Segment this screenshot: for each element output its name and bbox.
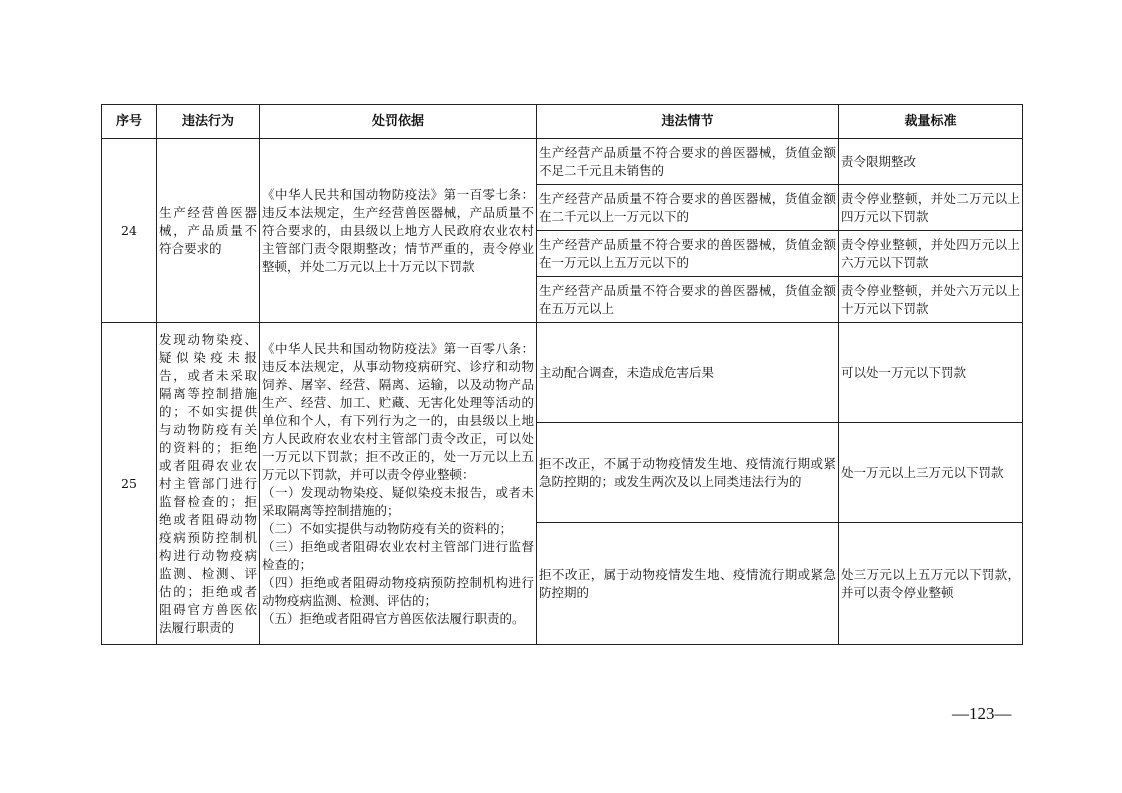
header-basis: 处罚依据 — [260, 105, 537, 139]
standard-cell: 可以处一万元以下罚款 — [839, 323, 1023, 423]
penalty-basis: 《中华人民共和国动物防疫法》第一百零八条：违反本法规定，从事动物疫病研究、诊疗和动物饲养、屠宰、经营、隔离、运输，以及动物产品生产、经营、加工、贮藏、无害化处理等活动的单位和个人，有下列行为之一的，由县级以上地方人民政府农业农村主管部门责令改正，可以处一万元以下罚款；拒不改正的，处一万元以上五万元以下罚款，并可以责令停业整顿： （一）发现动物染疫、疑似染疫未报告，或者未采取隔离等控制措施的； （二）不如实提供与动物防疫有关的资料的； （三）拒绝或者阻碍农业农村主管部门进行监督检查的； （四）拒绝或者阻碍动物疫病预防控制机构进行动物疫病监测、检测、评估的； （五）拒绝或者阻碍官方兽医依法履行职责的。 — [260, 323, 537, 645]
header-act: 违法行为 — [157, 105, 260, 139]
standard-cell: 责令停业整顿，并处二万元以上四万元以下罚款 — [839, 185, 1023, 231]
header-no: 序号 — [102, 105, 157, 139]
header-standard: 裁量标准 — [839, 105, 1023, 139]
standard-cell: 处三万元以上五万元以下罚款，并可以责令停业整顿 — [839, 523, 1023, 645]
circumstance-cell: 拒不改正，属于动物疫情发生地、疫情流行期或紧急防控期的 — [537, 523, 839, 645]
circumstance-cell: 生产经营产品质量不符合要求的兽医器械，货值金额不足二千元且未销售的 — [537, 139, 839, 185]
table-row — [102, 139, 1023, 185]
table-row — [102, 323, 1023, 423]
standard-cell: 责令停业整顿，并处四万元以上六万元以下罚款 — [839, 231, 1023, 277]
table-header-row — [102, 105, 1023, 139]
circumstance-cell: 生产经营产品质量不符合要求的兽医器械，货值金额在五万元以上 — [537, 277, 839, 323]
standard-cell: 处一万元以上三万元以下罚款 — [839, 423, 1023, 523]
penalty-table — [101, 104, 1023, 645]
violation-act: 发现动物染疫、疑似染疫未报告，或者未采取隔离等控制措施的；不如实提供与动物防疫有关的资料的；拒绝或者阻碍农业农村主管部门进行监督检查的；拒绝或者阻碍动物疫病预防控制机构进行动物疫病监测、检测、评估的；拒绝或者阻碍官方兽医依法履行职责的 — [157, 323, 260, 645]
circumstance-cell: 主动配合调查，未造成危害后果 — [537, 323, 839, 423]
penalty-basis: 《中华人民共和国动物防疫法》第一百零七条：违反本法规定，生产经营兽医器械，产品质量不符合要求的，由县级以上地方人民政府农业农村主管部门责令限期整改；情节严重的，责令停业整顿，并处二万元以上十万元以下罚款 — [260, 139, 537, 323]
circumstance-cell: 生产经营产品质量不符合要求的兽医器械，货值金额在一万元以上五万元以下的 — [537, 231, 839, 277]
page-number: —123— — [952, 704, 1012, 723]
circumstance-cell: 拒不改正，不属于动物疫情发生地、疫情流行期或紧急防控期的；或发生两次及以上同类违法行为的 — [537, 423, 839, 523]
standard-cell: 责令限期整改 — [839, 139, 1023, 185]
header-circumstance: 违法情节 — [537, 105, 839, 139]
row-number: 25 — [102, 323, 157, 645]
circumstance-cell: 生产经营产品质量不符合要求的兽医器械，货值金额在二千元以上一万元以下的 — [537, 185, 839, 231]
row-number: 24 — [102, 139, 157, 323]
standard-cell: 责令停业整顿，并处六万元以上十万元以下罚款 — [839, 277, 1023, 323]
violation-act: 生产经营兽医器械，产品质量不符合要求的 — [157, 139, 260, 323]
